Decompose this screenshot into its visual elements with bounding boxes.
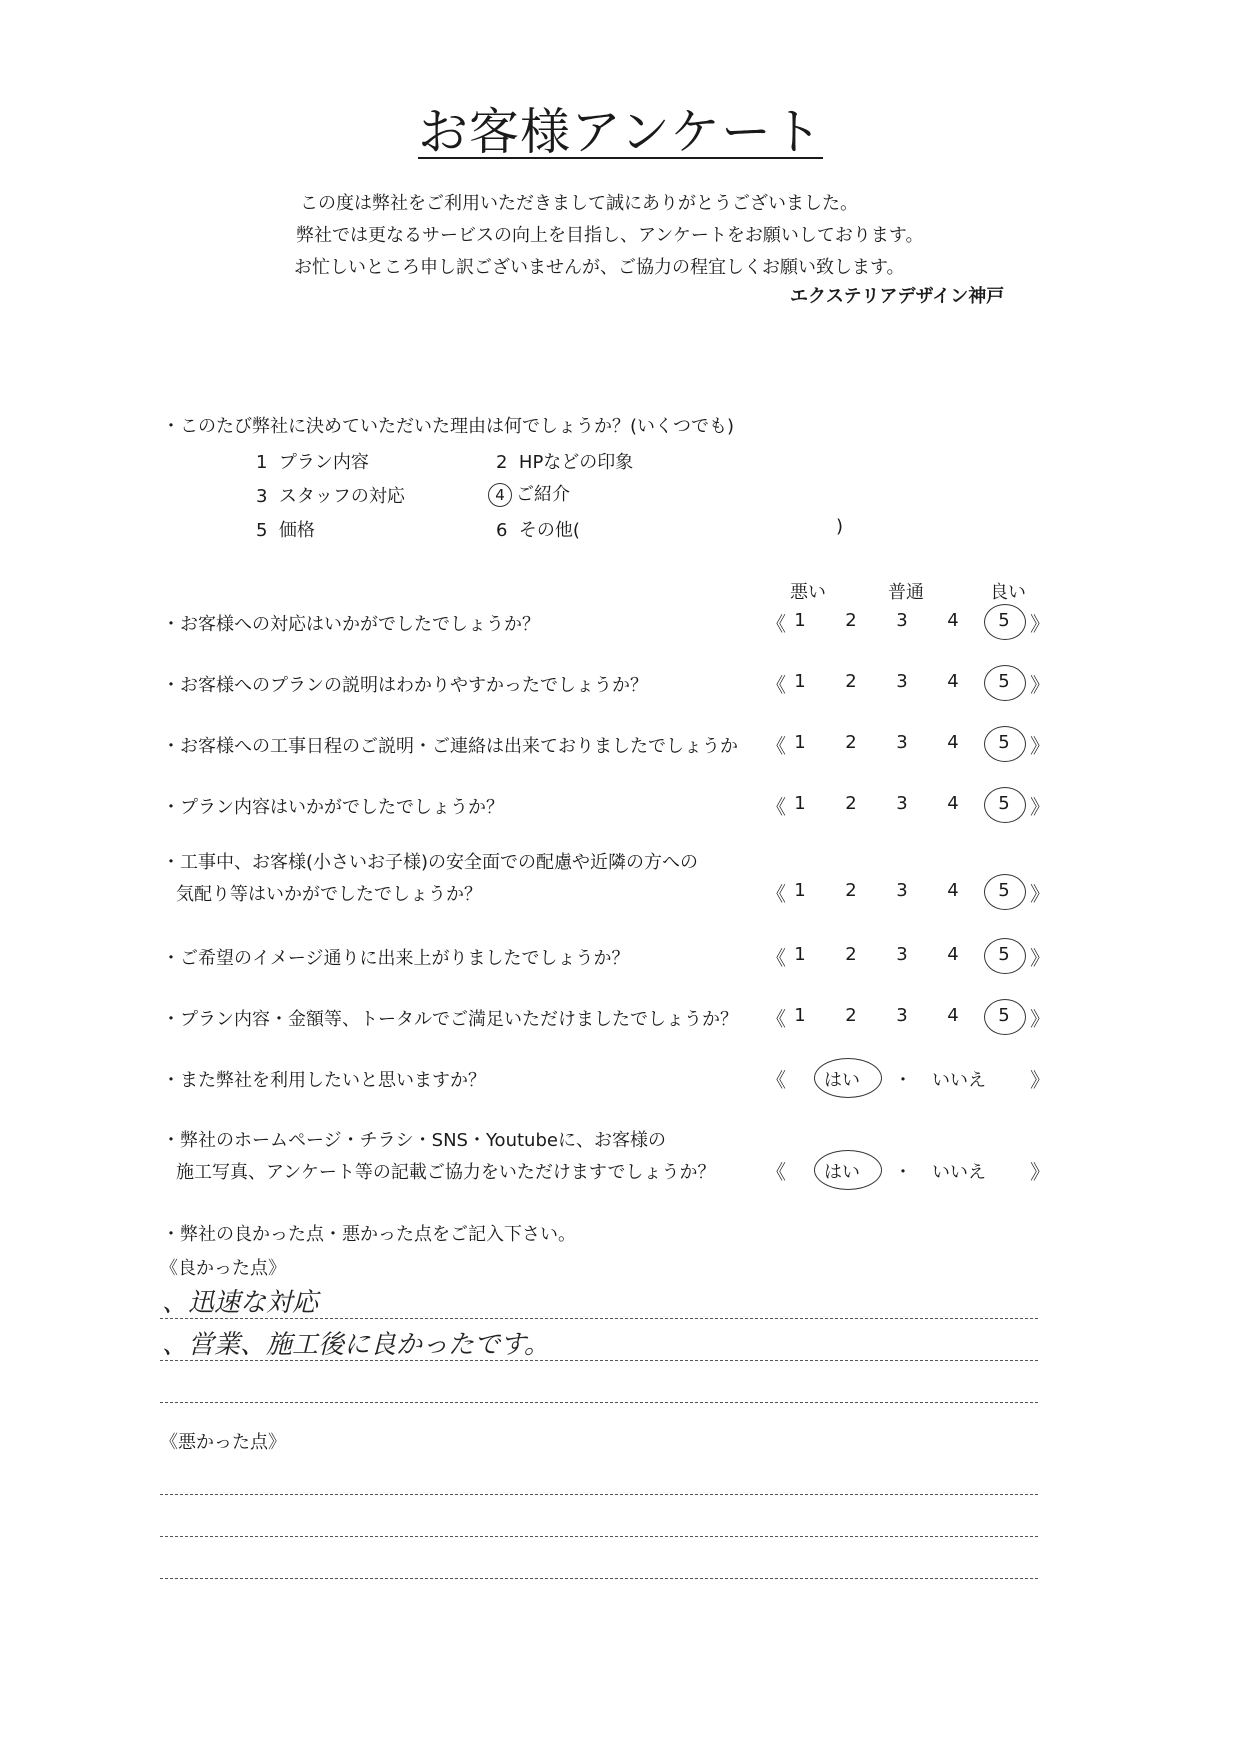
yesno-question-2-line-1: ・弊社のホームページ・チラシ・SNS・Youtubeに、お客様の (162, 1130, 666, 1151)
scale-close-bracket: 》 (1030, 882, 1050, 906)
reason-option-4-selected[interactable]: 4 ご紹介 (488, 480, 570, 507)
yesno-separator: ・ (894, 1162, 912, 1183)
rating-option-6-3[interactable]: 3 (896, 944, 908, 965)
bad-line-2 (160, 1536, 1038, 1537)
selected-circle-mark (984, 938, 1026, 974)
scale-open-bracket: 《 (766, 612, 786, 636)
rating-option-5-3[interactable]: 3 (896, 880, 908, 901)
rating-option-3-3[interactable]: 3 (896, 732, 908, 753)
reason-option-3[interactable]: 3 スタッフの対応 (256, 486, 405, 507)
scale-open-bracket: 《 (766, 946, 786, 970)
rating-option-2-3[interactable]: 3 (896, 671, 908, 692)
rating-option-7-4[interactable]: 4 (947, 1005, 959, 1026)
rating-option-7-2[interactable]: 2 (845, 1005, 857, 1026)
rating-question-5-line-2: 気配り等はいかがでしたでしょうか？ (176, 884, 482, 905)
bad-line-3 (160, 1578, 1038, 1579)
scale-open-bracket: 《 (766, 673, 786, 697)
scale-normal-label: 普通 (888, 582, 924, 603)
reason-option-6[interactable]: 6 その他( (496, 520, 580, 541)
intro-line-1: この度は弊社をご利用いただきまして誠にありがとうございました。 (300, 193, 858, 214)
scale-close-bracket: 》 (1030, 612, 1050, 636)
reason-option-1[interactable]: 1 プラン内容 (256, 452, 369, 473)
yesno-separator: ・ (894, 1070, 912, 1091)
selected-circle-mark (984, 874, 1026, 910)
scale-open-bracket: 《 (766, 882, 786, 906)
rating-option-3-5[interactable]: 5 (998, 732, 1010, 753)
scale-open-bracket: 《 (766, 734, 786, 758)
rating-question-2-line-1: ・お客様へのプランの説明はわかりやすかったでしょうか？ (162, 675, 648, 696)
selected-circle-mark (984, 665, 1026, 701)
rating-option-7-3[interactable]: 3 (896, 1005, 908, 1026)
rating-option-5-1[interactable]: 1 (794, 880, 806, 901)
good-line-1 (160, 1318, 1038, 1319)
scale-bad-label: 悪い (790, 582, 826, 603)
reason-option-6-close: ) (836, 516, 844, 537)
page-title: お客様アンケート (418, 103, 823, 161)
rating-question-4-line-1: ・プラン内容はいかがでしたでしょうか？ (162, 797, 504, 818)
comments-prompt: ・弊社の良かった点・悪かった点をご記入下さい。 (162, 1224, 576, 1245)
rating-option-1-3[interactable]: 3 (896, 610, 908, 631)
scale-close-bracket: 》 (1030, 734, 1050, 758)
selected-circle-mark (984, 999, 1026, 1035)
no-option[interactable]: いいえ (932, 1070, 986, 1091)
selected-circle-mark (814, 1058, 882, 1098)
rating-option-2-2[interactable]: 2 (845, 671, 857, 692)
rating-question-1-line-1: ・お客様への対応はいかがでしたでしょうか？ (162, 614, 540, 635)
scale-open-bracket: 《 (766, 1007, 786, 1031)
good-line-2 (160, 1360, 1038, 1361)
rating-option-4-5[interactable]: 5 (998, 793, 1010, 814)
rating-option-3-2[interactable]: 2 (845, 732, 857, 753)
selected-circle-mark (984, 787, 1026, 823)
reason-option-2[interactable]: 2 HPなどの印象 (496, 452, 634, 473)
intro-line-2: 弊社では更なるサービスの向上を目指し、アンケートをお願いしております。 (296, 225, 924, 246)
rating-option-6-4[interactable]: 4 (947, 944, 959, 965)
rating-option-7-5[interactable]: 5 (998, 1005, 1010, 1026)
rating-question-5-line-1: ・工事中、お客様(小さいお子様)の安全面での配慮や近隣の方への (162, 852, 699, 873)
rating-option-4-3[interactable]: 3 (896, 793, 908, 814)
selected-circle-mark (984, 604, 1026, 640)
scale-good-label: 良い (990, 582, 1026, 603)
yesno-question-1-line-1: ・また弊社を利用したいと思いますか？ (162, 1070, 486, 1091)
rating-option-1-1[interactable]: 1 (794, 610, 806, 631)
rating-option-6-5[interactable]: 5 (998, 944, 1010, 965)
rating-question-3-line-1: ・お客様への工事日程のご説明・ご連絡は出来ておりましたでしょうか (162, 736, 738, 757)
rating-option-5-2[interactable]: 2 (845, 880, 857, 901)
reason-option-5[interactable]: 5 価格 (256, 520, 315, 541)
good-line-3 (160, 1402, 1038, 1403)
rating-option-1-4[interactable]: 4 (947, 610, 959, 631)
rating-option-4-1[interactable]: 1 (794, 793, 806, 814)
rating-option-5-4[interactable]: 4 (947, 880, 959, 901)
scale-close-bracket: 》 (1030, 1007, 1050, 1031)
rating-option-3-4[interactable]: 4 (947, 732, 959, 753)
good-point-2: 、営業、施工後に良かったです。 (162, 1330, 550, 1360)
bad-points-label: 《悪かった点》 (160, 1432, 286, 1453)
rating-option-4-2[interactable]: 2 (845, 793, 857, 814)
rating-option-2-1[interactable]: 1 (794, 671, 806, 692)
reason-question: ・このたび弊社に決めていただいた理由は何でしょうか？(いくつでも) (162, 416, 735, 437)
yesno-close-bracket: 》 (1030, 1160, 1050, 1184)
rating-question-6-line-1: ・ご希望のイメージ通りに出来上がりましたでしょうか？ (162, 948, 630, 969)
rating-question-7-line-1: ・プラン内容・金額等、トータルでご満足いただけましたでしょうか？ (162, 1009, 738, 1030)
rating-option-2-5[interactable]: 5 (998, 671, 1010, 692)
good-points-label: 《良かった点》 (160, 1258, 286, 1279)
yesno-open-bracket: 《 (766, 1160, 786, 1184)
bad-line-1 (160, 1494, 1038, 1495)
good-point-1: 、迅速な対応 (162, 1288, 319, 1318)
rating-option-5-5[interactable]: 5 (998, 880, 1010, 901)
selected-circle-mark: 4 (488, 483, 512, 507)
yes-option[interactable]: はい (824, 1162, 860, 1183)
rating-option-4-4[interactable]: 4 (947, 793, 959, 814)
rating-option-1-5[interactable]: 5 (998, 610, 1010, 631)
company-name: エクステリアデザイン神戸 (790, 286, 1005, 307)
no-option[interactable]: いいえ (932, 1162, 986, 1183)
yes-option[interactable]: はい (824, 1070, 860, 1091)
scale-close-bracket: 》 (1030, 795, 1050, 819)
rating-option-7-1[interactable]: 1 (794, 1005, 806, 1026)
yesno-question-2-line-2: 施工写真、アンケート等の記載ご協力をいただけますでしょうか？ (176, 1162, 716, 1183)
rating-option-2-4[interactable]: 4 (947, 671, 959, 692)
yesno-open-bracket: 《 (766, 1068, 786, 1092)
yesno-close-bracket: 》 (1030, 1068, 1050, 1092)
rating-option-6-2[interactable]: 2 (845, 944, 857, 965)
scale-close-bracket: 》 (1030, 946, 1050, 970)
rating-option-1-2[interactable]: 2 (845, 610, 857, 631)
rating-option-3-1[interactable]: 1 (794, 732, 806, 753)
scale-close-bracket: 》 (1030, 673, 1050, 697)
rating-option-6-1[interactable]: 1 (794, 944, 806, 965)
intro-line-3: お忙しいところ申し訳ございませんが、ご協力の程宜しくお願い致します。 (294, 257, 905, 278)
scale-open-bracket: 《 (766, 795, 786, 819)
selected-circle-mark (984, 726, 1026, 762)
selected-circle-mark (814, 1150, 882, 1190)
